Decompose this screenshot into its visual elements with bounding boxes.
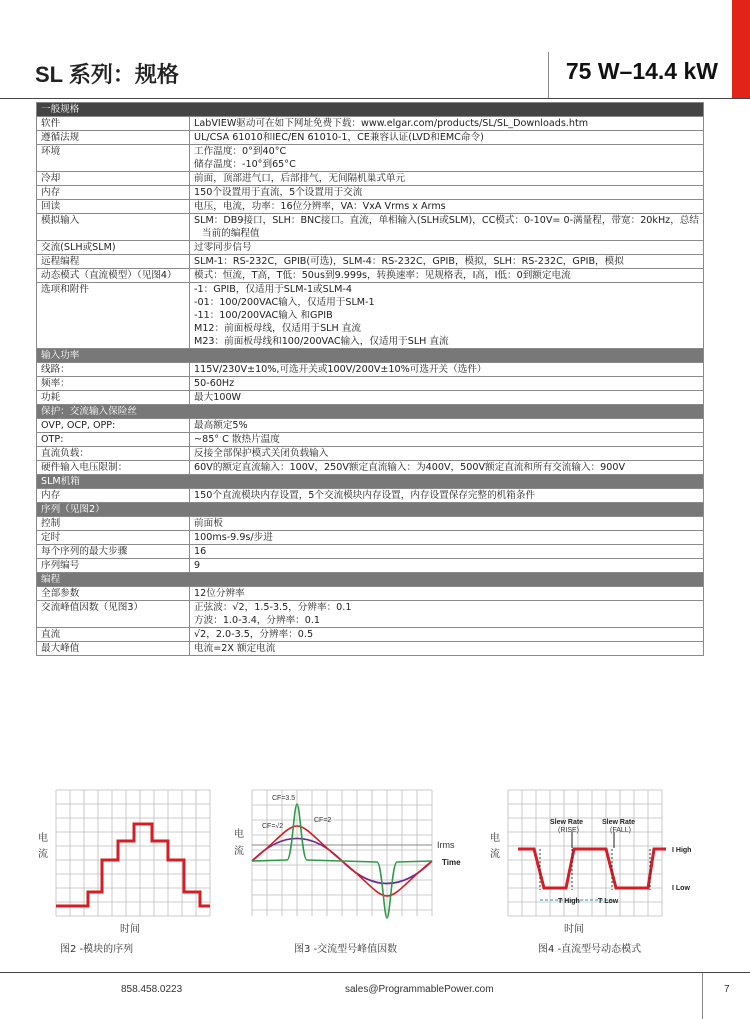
spec-row <box>37 461 704 475</box>
spec-value-line: M12：前面板母线，仅适用于SLH 直流 <box>194 323 361 334</box>
spec-value <box>190 214 704 241</box>
fig3-time-label: Time <box>442 858 461 867</box>
figure-4 <box>488 786 703 936</box>
spec-value-line: 150个直流模块内存设置，5个交流模块内存设置，内存设置保存完整的机箱条件 <box>194 490 536 501</box>
spec-value <box>190 241 704 255</box>
spec-label: 内存 <box>37 489 190 503</box>
spec-label: 远程编程 <box>37 255 190 269</box>
fig2-ylabel-2: 流 <box>38 849 48 860</box>
spec-value <box>190 531 704 545</box>
spec-value-line: 当前的编程值 <box>202 228 260 239</box>
spec-label: 全部参数 <box>37 587 190 601</box>
spec-label: 回读 <box>37 200 190 214</box>
spec-value <box>190 433 704 447</box>
spec-label: 最大峰值 <box>37 642 190 656</box>
spec-value-line: -01：100/200VAC输入，仅适用于SLM-1 <box>194 297 375 308</box>
spec-value-line: √2，2.0-3.5，分辨率：0.5 <box>194 629 314 640</box>
spec-label: OTP: <box>37 433 190 447</box>
section-title: SLM机箱 <box>37 475 704 489</box>
section-header <box>37 103 704 117</box>
spec-value <box>190 391 704 405</box>
footer-email: sales@ProgrammablePower.com <box>345 984 494 995</box>
fig4-slew-fall-1: Slew Rate <box>602 819 636 826</box>
spec-label: 内存 <box>37 186 190 200</box>
spec-value-line: 模式：恒流，T高，T低：50us到9.999s，转换速率：见规格表，I高，I低：0到额定电流 <box>194 270 571 281</box>
fig3-irms-label: Irms <box>437 840 455 850</box>
figure-4-caption: 图4 -直流型号动态模式 <box>538 944 642 955</box>
spec-label: 动态模式（直流模型）（见图4） <box>37 269 190 283</box>
spec-value <box>190 255 704 269</box>
fig4-grid <box>508 790 662 916</box>
spec-label: 遵循法规 <box>37 131 190 145</box>
spec-value <box>190 117 704 131</box>
spec-row <box>37 517 704 531</box>
spec-value-line: 50-60Hz <box>194 378 235 389</box>
spec-value <box>190 447 704 461</box>
spec-label: 软件 <box>37 117 190 131</box>
fig4-slew-fall-2: (FALL) <box>610 827 632 834</box>
spec-value-line: 100ms-9.9s/步进 <box>194 532 273 543</box>
spec-row <box>37 559 704 573</box>
spec-row <box>37 172 704 186</box>
spec-row <box>37 391 704 405</box>
page-number: 7 <box>724 984 730 995</box>
spec-row <box>37 131 704 145</box>
spec-value <box>190 419 704 433</box>
spec-label: 功耗 <box>37 391 190 405</box>
spec-value-line: 115V/230V±10%,可选开关或100V/200V±10%可选开关（选件） <box>194 364 487 375</box>
fig4-ylabel-1: 电 <box>490 833 500 844</box>
spec-row <box>37 214 704 241</box>
footer-rule <box>0 972 750 973</box>
spec-label: 选项和附件 <box>37 283 190 349</box>
spec-row <box>37 269 704 283</box>
fig2-graph <box>36 786 216 936</box>
spec-label: 冷却 <box>37 172 190 186</box>
fig3-ylabel-2: 流 <box>234 846 244 857</box>
spec-value-line: 电流=2X 额定电流 <box>194 643 276 654</box>
spec-value-line: -11：100/200VAC输入 和GPIB <box>194 310 333 321</box>
spec-row <box>37 419 704 433</box>
footer-phone: 858.458.0223 <box>121 984 183 995</box>
spec-value-line: SLM-1：RS-232C，GPIB(可选)，SLM-4：RS-232C，GPIB，模拟，SLH：RS-232C，GPIB，模拟 <box>194 256 624 267</box>
fig4-slew-rise-2: (RISE) <box>558 827 579 834</box>
spec-value-line: 前面，顶部进气口，后部排气，无间隔机巢式单元 <box>194 173 406 184</box>
spec-value-line: 最大100W <box>194 392 242 403</box>
section-header <box>37 573 704 587</box>
spec-value-line: M23：前面板母线和100/200VAC输入，仅适用于SLH 直流 <box>194 336 449 347</box>
figure-2 <box>36 786 216 936</box>
spec-value-line: 12位分辨率 <box>194 588 245 599</box>
spec-value <box>190 517 704 531</box>
spec-label: 直流 <box>37 628 190 642</box>
section-title: 保护：交流输入保险丝 <box>37 405 704 419</box>
section-title: 编程 <box>37 573 704 587</box>
spec-value <box>190 145 704 172</box>
spec-label: 线路： <box>37 363 190 377</box>
section-header <box>37 503 704 517</box>
spec-value-line: 反接全部保护模式关闭负载输入 <box>194 448 329 459</box>
spec-value-line: 前面板 <box>194 518 223 529</box>
spec-value-line: -1：GPIB，仅适用于SLM-1或SLM-4 <box>194 284 352 295</box>
spec-row <box>37 489 704 503</box>
spec-table <box>36 102 704 656</box>
fig4-xlabel: 时间 <box>564 924 584 935</box>
header-divider <box>548 52 549 98</box>
figure-3 <box>232 786 472 936</box>
spec-value <box>190 131 704 145</box>
fig4-ylabel-2: 流 <box>490 849 500 860</box>
spec-value <box>190 172 704 186</box>
spec-label: 序列编号 <box>37 559 190 573</box>
spec-value-line: 150个设置用于直流，5个设置用于交流 <box>194 187 363 198</box>
fig4-graph <box>488 786 703 936</box>
spec-label: OVP, OCP, OPP: <box>37 419 190 433</box>
fig4-ilow-label: I Low <box>672 885 690 892</box>
section-title: 序列（见图2） <box>37 503 704 517</box>
spec-value <box>190 461 704 475</box>
footer-divider <box>702 973 703 1019</box>
spec-value <box>190 283 704 349</box>
spec-label: 定时 <box>37 531 190 545</box>
spec-value <box>190 642 704 656</box>
spec-value-line: 过零同步信号 <box>194 242 252 253</box>
fig2-ylabel-1: 电 <box>38 833 48 844</box>
spec-row <box>37 628 704 642</box>
spec-row <box>37 377 704 391</box>
figure-2-caption: 图2 -模块的序列 <box>60 944 134 955</box>
fig3-graph <box>232 786 472 936</box>
fig2-xlabel: 时间 <box>120 924 140 935</box>
spec-value <box>190 559 704 573</box>
spec-label: 控制 <box>37 517 190 531</box>
fig2-grid <box>56 790 210 916</box>
spec-value-line: 正弦波：√2，1.5-3.5，分辨率：0.1 <box>194 602 352 613</box>
fig4-ihigh-label: I High <box>672 847 692 854</box>
fig4-tlow-label: T Low <box>598 898 619 905</box>
fig3-grid <box>252 790 432 916</box>
spec-row <box>37 531 704 545</box>
spec-value-line: 储存温度：-10°到65°C <box>194 159 296 170</box>
section-header <box>37 475 704 489</box>
fig3-ylabel-1: 电 <box>234 829 244 840</box>
spec-label: 每个序列的最大步骤 <box>37 545 190 559</box>
header-rule <box>0 98 750 99</box>
accent-bar <box>732 0 750 98</box>
spec-label: 交流峰值因数（见图3） <box>37 601 190 628</box>
section-title: 一般规格 <box>37 103 704 117</box>
spec-row <box>37 283 704 349</box>
fig3-cfroot2-label: CF=√2 <box>262 823 284 830</box>
spec-value-line: LabVIEW驱动可在如下网址免费下载：www.elgar.com/products/SL/SL_Downloads.htm <box>194 118 589 129</box>
spec-value-line: SLM：DB9接口，SLH：BNC接口。直流，单相输入(SLH或SLM)，CC模式：0-10V= 0-满量程，带宽：20kHz，总结 <box>194 215 699 226</box>
spec-value-line: ~85° C 散热片温度 <box>194 434 280 445</box>
spec-row <box>37 145 704 172</box>
spec-row <box>37 545 704 559</box>
spec-row <box>37 363 704 377</box>
spec-label: 直流负载： <box>37 447 190 461</box>
fig3-cf2-label: CF=2 <box>314 817 332 824</box>
spec-value <box>190 587 704 601</box>
spec-value <box>190 489 704 503</box>
spec-value <box>190 601 704 628</box>
spec-label: 环境 <box>37 145 190 172</box>
spec-row <box>37 587 704 601</box>
spec-row <box>37 642 704 656</box>
fig4-slew-rise-1: Slew Rate <box>550 819 584 826</box>
fig4-thigh-label: T High <box>558 898 580 905</box>
spec-label: 频率： <box>37 377 190 391</box>
spec-value-line: 工作温度：0°到40°C <box>194 146 287 157</box>
spec-row <box>37 255 704 269</box>
section-title: 输入功率 <box>37 349 704 363</box>
spec-label: 硬件输入电压限制： <box>37 461 190 475</box>
section-header <box>37 405 704 419</box>
spec-value <box>190 545 704 559</box>
fig3-cf35-label: CF=3.5 <box>272 795 296 802</box>
spec-value <box>190 363 704 377</box>
spec-value-line: 60V的额定直流输入：100V，250V额定直流输入：为400V，500V额定直流和所有交流输入：900V <box>194 462 626 473</box>
fig2-sequence-trace <box>56 824 210 906</box>
spec-value-line: 电压，电流，功率：16位分辨率，VA：VxA Vrms x Arms <box>194 201 446 212</box>
spec-value-line: 方波：1.0-3.4，分辨率：0.1 <box>194 615 321 626</box>
spec-row <box>37 433 704 447</box>
spec-value <box>190 628 704 642</box>
spec-row <box>37 447 704 461</box>
spec-value-line: 最高额定5% <box>194 420 248 431</box>
spec-value-line: 9 <box>194 560 201 571</box>
spec-value <box>190 377 704 391</box>
figure-3-caption: 图3 -交流型号峰值因数 <box>294 944 398 955</box>
spec-value-line: UL/CSA 61010和IEC/EN 61010-1，CE兼容认证(LVD和EMC命令) <box>194 132 484 143</box>
spec-value <box>190 269 704 283</box>
spec-row <box>37 117 704 131</box>
spec-row <box>37 241 704 255</box>
spec-label: 交流(SLH或SLM) <box>37 241 190 255</box>
spec-label: 模拟输入 <box>37 214 190 241</box>
spec-row <box>37 186 704 200</box>
spec-value-line: 16 <box>194 546 207 557</box>
page-title: SL 系列：规格 <box>35 62 179 87</box>
spec-row <box>37 601 704 628</box>
power-range: 75 W–14.4 kW <box>565 58 718 84</box>
spec-row <box>37 200 704 214</box>
spec-value <box>190 200 704 214</box>
spec-value <box>190 186 704 200</box>
section-header <box>37 349 704 363</box>
